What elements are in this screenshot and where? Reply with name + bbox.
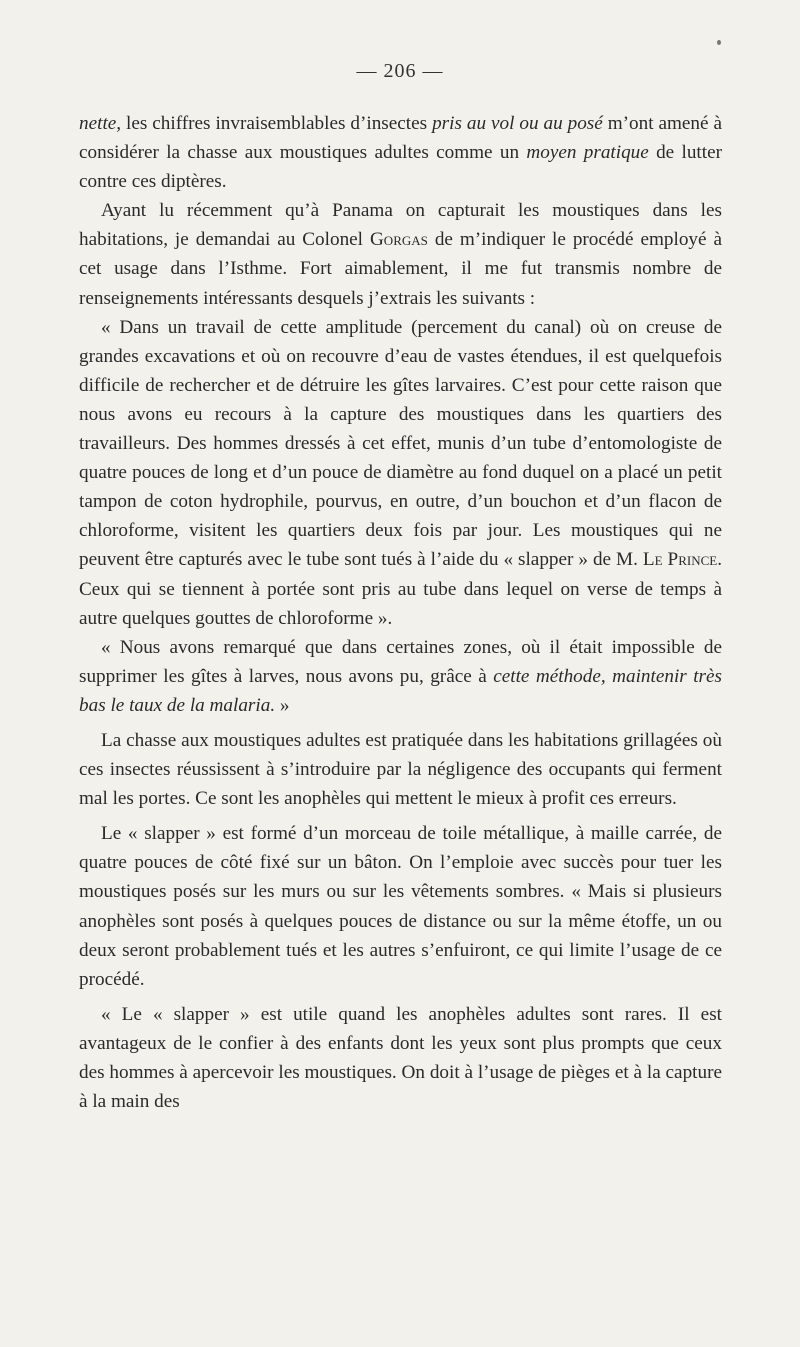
text-run: . Ceux qui se tiennent à portée sont pris au tube dans lequel on verse de temps à autre quelques gouttes de chloroforme ». — [79, 549, 722, 629]
paragraph — [79, 819, 722, 994]
text-run: La chasse aux moustiques adultes est pratiquée dans les habitations grillagées où ces insectes réussissent à s’introduire par la négligence des occupants qui ferment mal les portes. Ce sont les anophèles qui mettent le mieux à profit ces erreurs. — [79, 729, 722, 810]
paragraph — [79, 196, 722, 312]
text-run: Ayant lu récemment qu’à Panama on capturait les moustiques dans les habitations, je demandai au Colonel — [79, 200, 722, 251]
paragraph — [79, 313, 722, 633]
text-run: « Le « slapper » est utile quand les anophèles adultes sont rares. Il est avantageux de le confier à des enfants dont les yeux sont plus prompts que ceux des hommes à apercevoir les moustiques. On doit à l’usage de pièges et à la capture à la main des — [79, 1003, 722, 1113]
page-number: — 206 — — [356, 60, 444, 82]
italic-text: nette, — [79, 113, 122, 134]
text-run: de m’indiquer le procédé employé à cet usage dans l’Isthme. Fort aimablement, il me fut transmis nombre de renseignements intéressants desquels j’extrais les suivants : — [79, 229, 722, 309]
author-name: Gorgas — [369, 229, 428, 251]
paragraph — [79, 109, 722, 196]
text-run: » — [275, 694, 290, 716]
text-run: « Dans un travail de cette amplitude (percement du canal) où on creuse de grandes excavations et où on recouvre d’eau de vastes étendues, il est quelquefois difficile de rechercher et de détruire les gîtes larvaires. C’est pour cette raison que nous avons eu recours à la capture des moustiques dans les quartiers des travailleurs. Des hommes dressés à cet effet, munis d’un tube d’entomologiste de quatre pouces de long et d’un pouce de diamètre au fond duquel on a placé un petit tampon de coton hydrophile, pourvus, en outre, d’un bouchon et d’un flacon de chloroforme, visitent les quartiers deux fois par jour. Les moustiques qui ne peuvent être capturés avec le tube sont tués à l’aide du « slapper » de M. — [79, 316, 722, 571]
italic-text: moyen pratique — [526, 142, 649, 164]
paragraph — [79, 726, 722, 813]
text-run: de lutter contre ces diptères. — [79, 142, 722, 193]
italic-text: pris au vol ou au posé — [432, 113, 603, 134]
body-text — [79, 109, 722, 1116]
italic-text: cette méthode, maintenir très bas le taux de la malaria. — [79, 665, 723, 716]
paragraph — [79, 1000, 722, 1116]
text-run: Le « slapper » est formé d’un morceau de toile métallique, à maille carrée, de quatre pouces de côté fixé sur un bâton. On l’emploie avec succès pour tuer les moustiques posés sur les murs ou sur les vêtements sombres. « Mais si plusieurs anophèles sont posés à quelques pouces de distance ou sur la même étoffe, un ou deux seront probablement tués et les autres s’enfuiront, ce qui limite l’usage de ce procédé. — [79, 823, 722, 990]
text-run: m’ont amené à considérer la chasse aux moustiques adultes comme un — [79, 113, 722, 164]
text-run: « Nous avons remarqué que dans certaines zones, où il était impossible de supprimer les gîtes à larves, nous avons pu, grâce à — [79, 636, 722, 687]
paragraph — [79, 633, 722, 720]
author-name: Le Prince — [642, 549, 718, 571]
paper-speck — [717, 40, 721, 45]
text-run: les chiffres invraisemblables d’insectes — [121, 113, 433, 134]
